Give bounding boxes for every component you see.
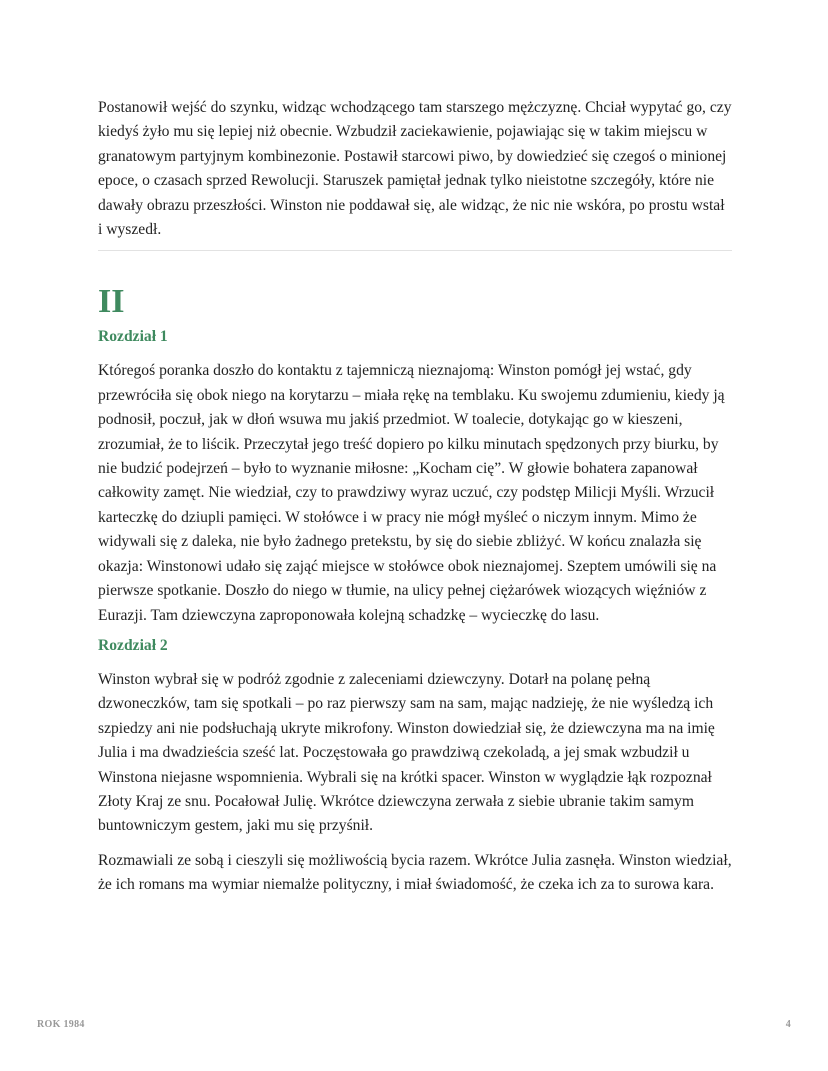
page-content — [98, 96, 732, 898]
footer-book-title: ROK 1984 — [37, 1019, 85, 1030]
part-numeral: II — [98, 283, 125, 321]
intro-paragraph: Postanowił wejść do szynku, widząc wchodzącego tam starszego mężczyznę. Chciał wypytać go, czy kiedyś żyło mu się lepiej niż obecnie. Wzbudził zaciekawienie, pojawiając się w takim miejscu w granatowym partyjnym kombinezonie. Postawił starcowi piwo, by dowiedzieć się czegoś o minionej epoce, o czasach sprzed Rewolucji. Staruszek pamiętał jednak tylko nieistotne szczegóły, które nie dawały obrazu przeszłości. Winston nie poddawał się, ale widząc, że nic nie wskóra, po prostu wstał i wyszedł. — [98, 96, 732, 251]
footer-page-number: 4 — [785, 1019, 791, 1030]
chapter-2-paragraph-2: Rozmawiali ze sobą i cieszyli się możliwością bycia razem. Wkrótce Julia zasnęła. Winston wiedział, że ich romans ma wymiar niemalże polityczny, i miał świadomość, że czeka ich za to surowa kara. — [98, 851, 732, 894]
chapter-1-paragraph-1: Któregoś poranka doszło do kontaktu z tajemniczą nieznajomą: Winston pomógł jej wstać, gdy przewróciła się obok niego na korytarzu – miała rękę na temblaku. Ku swojemu zdumieniu, kiedy ją podnosił, poczuł, jak w dłoń wsuwa mu jakiś przedmiot. W toalecie, dotykając go w kieszeni, zrozumiał, że to liścik. Przeczytał jego treść dopiero po kilku minutach spędzonych przy biurku, by nie budzić podejrzeń – było to wyznanie miłosne: „Kocham cię”. W głowie bohatera zapanował całkowity zamęt. Nie wiedział, czy to prawdziwy wyraz uczuć, czy podstęp Milicji Myśli. Wrzucił karteczkę do dziupli pamięci. W stołówce i w pracy nie mógł myśleć o niczym innym. Mimo że widywali się z daleka, nie było żadnego pretekstu, by się do siebie zbliżyć. W końcu znalazła się okazja: Winstonowi udało się zająć miejsce w stołówce obok nieznajomej. Szeptem umówili się na pierwsze spotkanie. Doszło do niego w tłumie, na ulicy pełnej ciężarówek wiozących więźniów z Eurazji. Tam dziewczyna zaproponowała kolejną schadzkę – wycieczkę do lasu. — [98, 362, 725, 624]
chapter-2-paragraph-1: Winston wybrał się w podróż zgodnie z zaleceniami dziewczyny. Dotarł na polanę pełną dzwoneczków, tam się spotkali – po raz pierwszy sam na sam, mając nadzieję, że nie wyśledzą ich szpiedzy ani nie podsłuchają ukryte mikrofony. Winston dowiedział się, że dziewczyna ma na imię Julia i ma dwadzieścia sześć lat. Poczęstowała go prawdziwą czekoladą, a jej smak wzbudził u Winstona niejasne wspomnienia. Wybrali się na krótki spacer. Winston w wyglądzie łąk rozpoznał Złoty Kraj ze snu. Pocałował Julię. Wkrótce dziewczyna zerwała z siebie ubranie takim samym buntowniczym gestem, jaki mu się przyśnił. — [98, 670, 715, 835]
chapter-2-heading: Rozdział 2 — [98, 636, 168, 654]
chapter-1-heading: Rozdział 1 — [98, 328, 168, 346]
